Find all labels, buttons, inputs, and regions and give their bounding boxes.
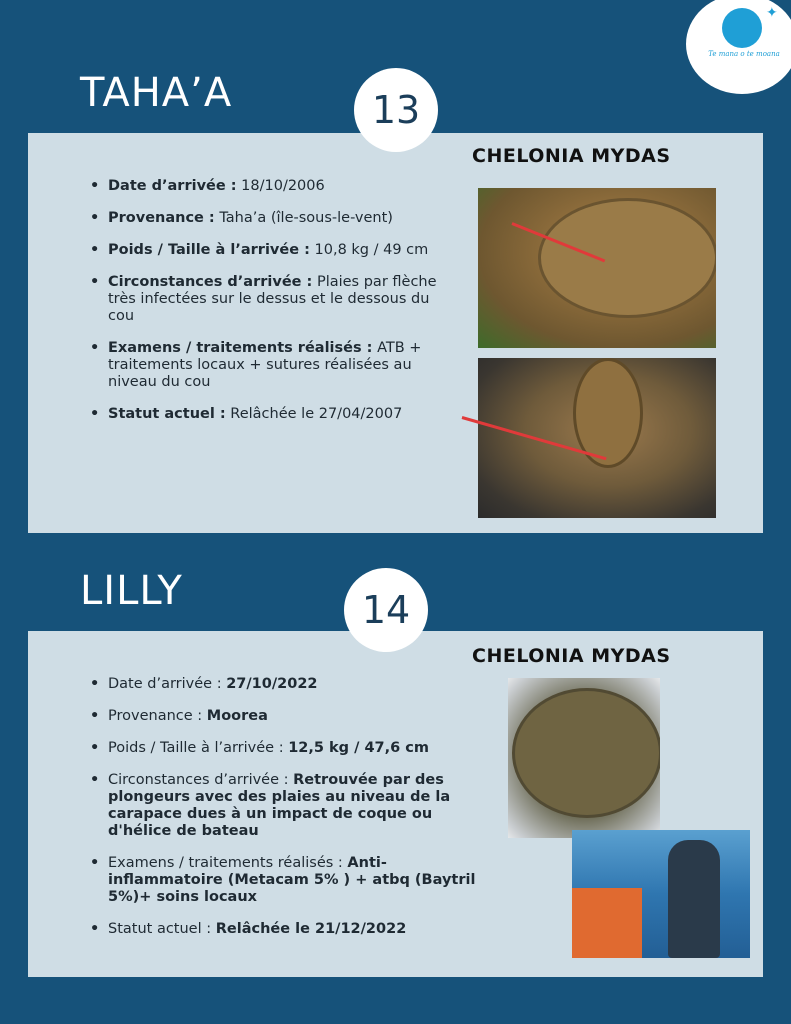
fact-item: • Poids / Taille à l’arrivée : 10,8 kg / 49 cm — [88, 242, 438, 259]
turtle-number-badge: 13 — [354, 68, 438, 152]
logo-text: Te mana o te moana — [708, 50, 780, 58]
star-icon: ✦ — [766, 5, 778, 21]
turtle-photo — [478, 358, 716, 518]
fact-item: • Date d’arrivée : 27/10/2022 — [88, 676, 498, 693]
turtle-photo — [508, 678, 660, 838]
turtle-name: LILLY — [80, 568, 183, 614]
fact-item: • Statut actuel : Relâchée le 21/12/2022 — [88, 921, 498, 938]
fact-item: • Circonstances d’arrivée : Retrouvée par des plongeurs avec des plaies au niveau de la carapace dues à un impact de coque ou d'hélice de bateau — [88, 772, 498, 840]
turtle-name: TAHA’A — [80, 70, 233, 116]
fact-list — [88, 178, 438, 438]
logo — [686, 0, 791, 94]
species-title: CHELONIA MYDAS — [472, 145, 671, 167]
turtle-number-badge: 14 — [344, 568, 428, 652]
fact-item: • Examens / traitements réalisés : ATB + traitements locaux + sutures réalisées au niveau du cou — [88, 340, 438, 391]
turtle-photo — [478, 188, 716, 348]
turtle-globe-icon — [722, 8, 762, 48]
fact-item: • Statut actuel : Relâchée le 27/04/2007 — [88, 406, 438, 423]
release-photo — [572, 830, 750, 958]
fact-item: • Poids / Taille à l’arrivée : 12,5 kg / 47,6 cm — [88, 740, 498, 757]
fact-list — [88, 676, 498, 953]
fact-item: • Circonstances d’arrivée : Plaies par flèche très infectées sur le dessus et le dessous du cou — [88, 274, 438, 325]
fact-item: • Provenance : Moorea — [88, 708, 498, 725]
fact-item: • Provenance : Taha’a (île-sous-le-vent) — [88, 210, 438, 227]
fact-item: • Examens / traitements réalisés : Anti-inflammatoire (Metacam 5% ) + atbq (Baytril 5%)+ soins locaux — [88, 855, 498, 906]
fact-item: • Date d’arrivée : 18/10/2006 — [88, 178, 438, 195]
species-title: CHELONIA MYDAS — [472, 645, 671, 667]
